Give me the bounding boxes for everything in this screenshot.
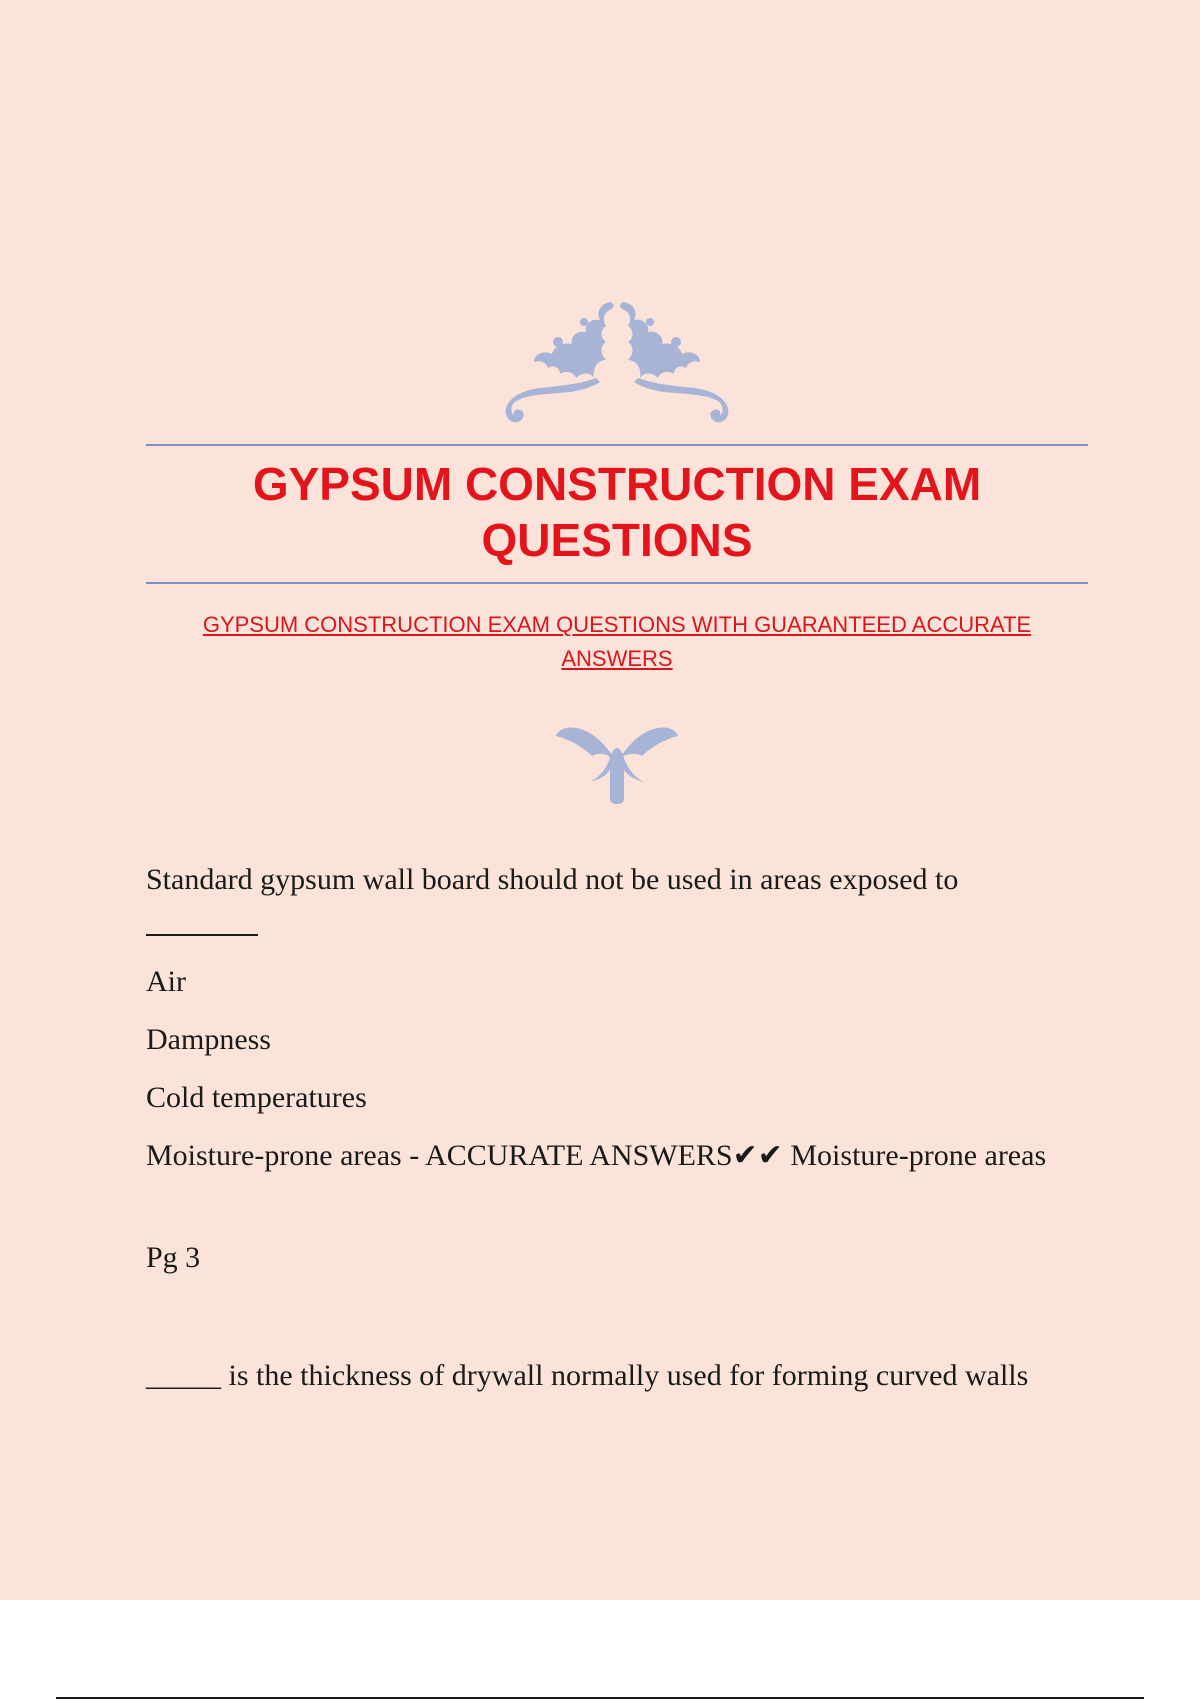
floral-divider-icon [554, 722, 680, 804]
question-1-option-3: Cold temperatures [146, 1081, 367, 1114]
title-bottom-rule [146, 582, 1088, 584]
question-1-blank [146, 934, 258, 936]
question-1-page-ref: Pg 3 [146, 1241, 201, 1274]
question-1-option-1: Air [146, 965, 186, 998]
question-1-option-2: Dampness [146, 1023, 271, 1056]
question-1-answer: Moisture-prone areas - ACCURATE ANSWERS✔✔ Moisture-prone areas [146, 1139, 1047, 1172]
title-top-rule [146, 444, 1088, 446]
question-2-prompt: _____ is the thickness of drywall normally used for forming curved walls [146, 1359, 1029, 1392]
floral-flourish-icon [500, 298, 734, 426]
document-subtitle: GYPSUM CONSTRUCTION EXAM QUESTIONS WITH GUARANTEED ACCURATE ANSWERS [202, 612, 1032, 671]
question-1-prompt: Standard gypsum wall board should not be used in areas exposed to [146, 863, 959, 896]
footer-rule [56, 1697, 1144, 1699]
document-title: GYPSUM CONSTRUCTION EXAM QUESTIONS [252, 458, 982, 566]
